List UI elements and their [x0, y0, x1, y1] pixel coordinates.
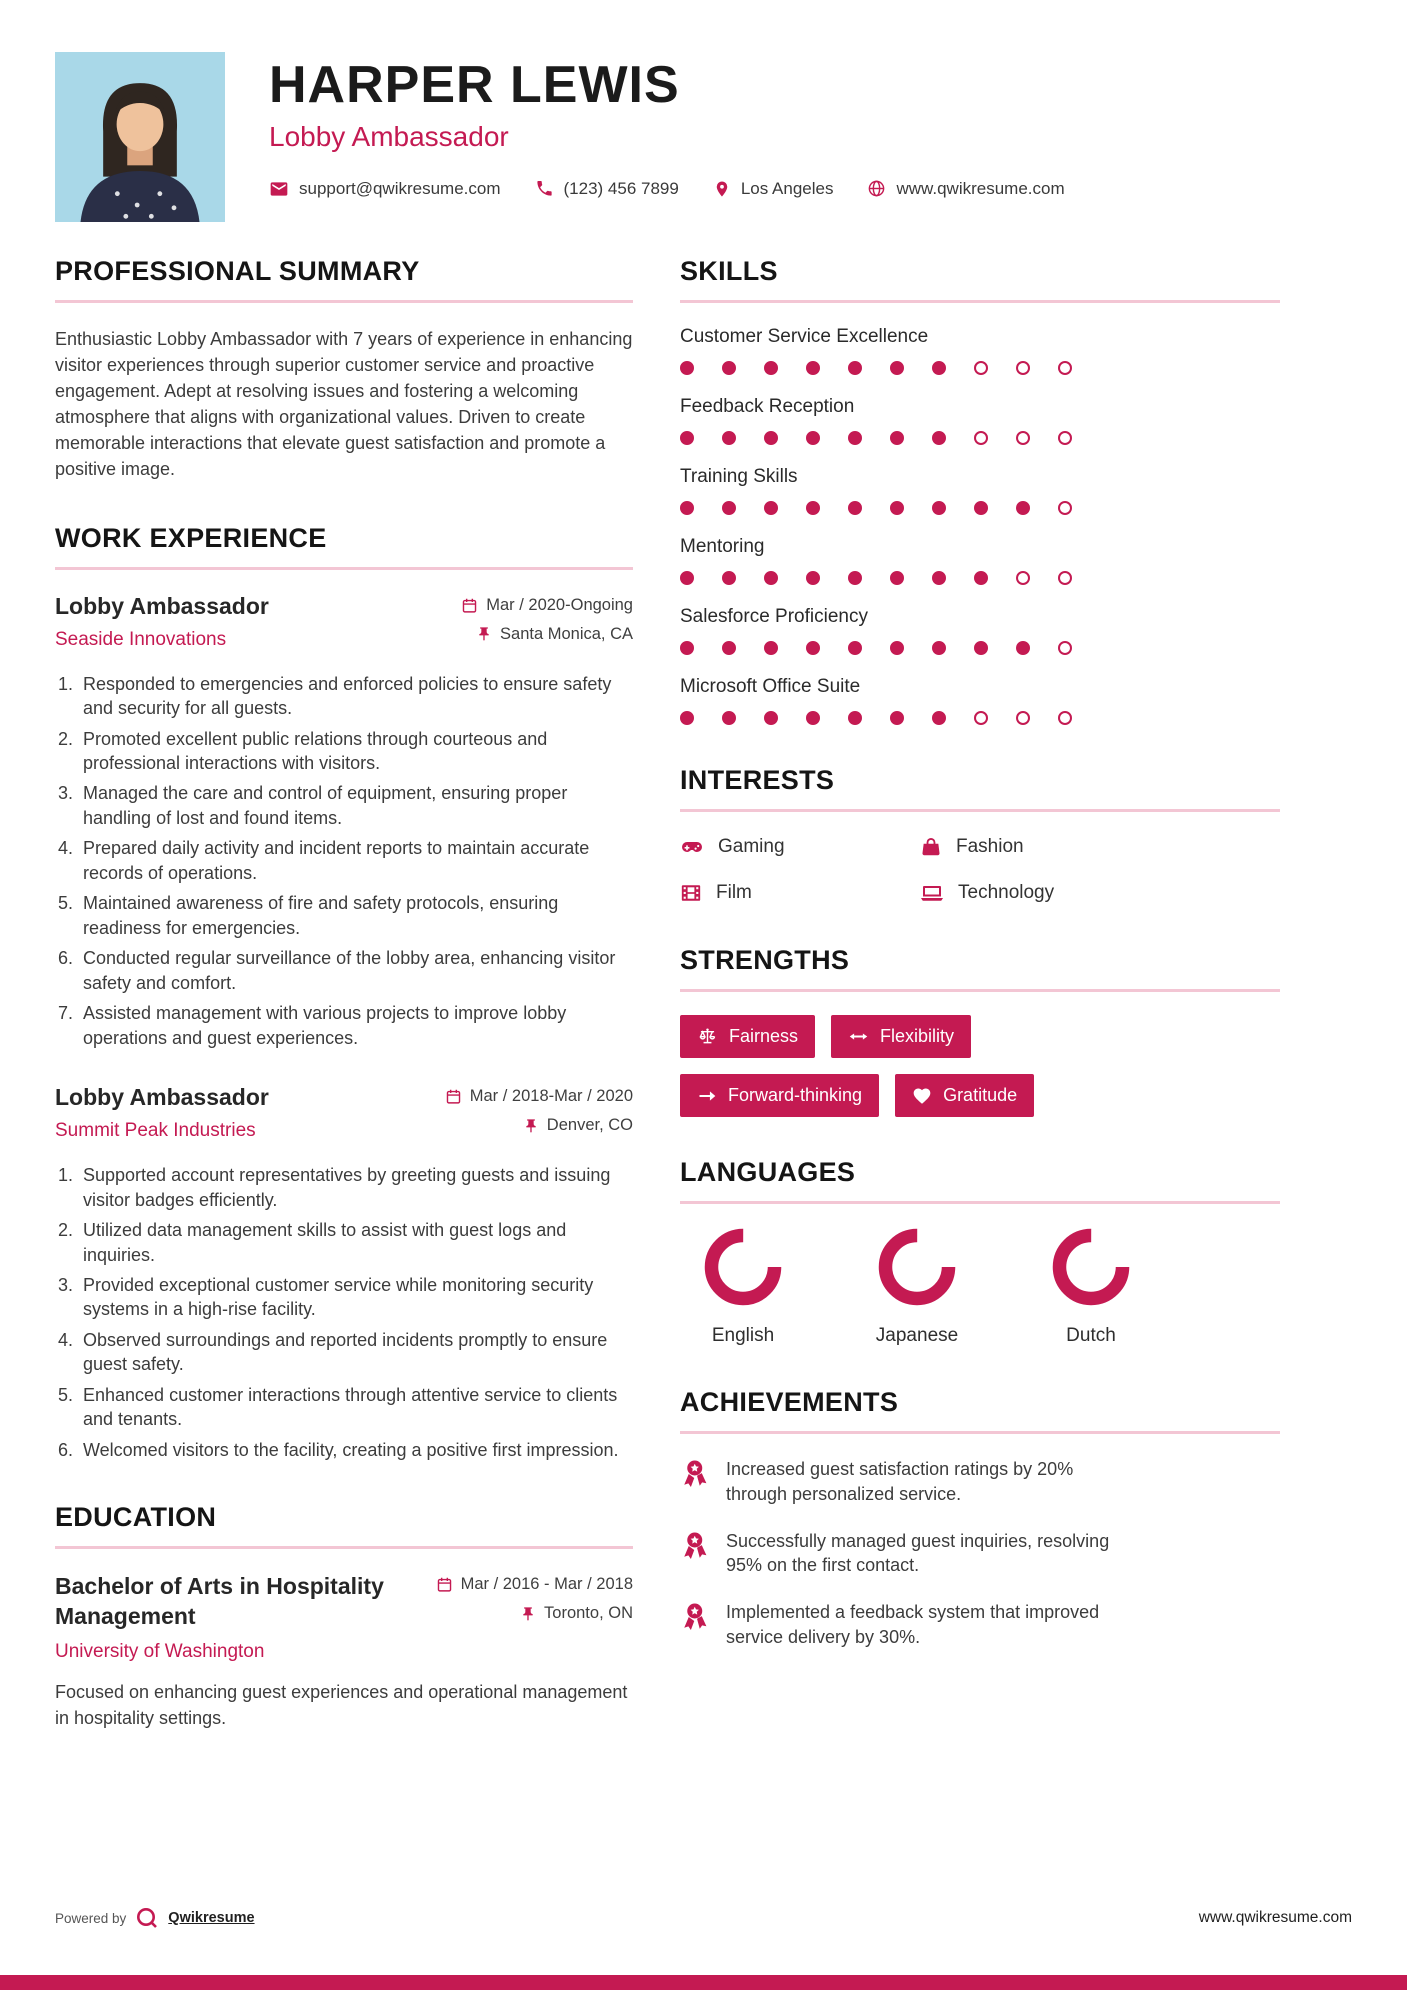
strength-label: Forward-thinking — [728, 1085, 863, 1105]
strength-badge — [680, 1074, 879, 1117]
skill-dot — [1016, 571, 1030, 585]
education-dates-text: Mar / 2016 - Mar / 2018 — [460, 1575, 633, 1594]
qwikresume-logo-icon — [135, 1906, 159, 1930]
job-head — [55, 1084, 633, 1145]
skill-dot — [974, 711, 988, 725]
skill-dot — [974, 571, 988, 585]
skill-dot — [1016, 641, 1030, 655]
candidate-name: HARPER LEWIS — [269, 56, 680, 114]
strength-label: Fairness — [729, 1026, 799, 1046]
skill-dot — [974, 431, 988, 445]
job-bullet: 7. Assisted management with various projects to improve lobby operations and guest experiences. — [78, 1001, 633, 1050]
job-meta — [445, 1084, 633, 1145]
strength-label: Gratitude — [943, 1085, 1018, 1105]
skill-dot — [974, 641, 988, 655]
skill-name: Customer Service Excellence — [680, 326, 929, 347]
contact-email[interactable] — [269, 179, 501, 199]
job-bullet: 6. Welcomed visitors to the facility, creating a positive first impression. — [78, 1438, 633, 1462]
skill-name: Mentoring — [680, 536, 765, 557]
education-location-text: Toronto, ON — [544, 1604, 633, 1623]
strength-label: Flexibility — [880, 1026, 955, 1046]
skill-rating — [680, 361, 1280, 375]
job-bullet: 5. Enhanced customer interactions through attentive service to clients and tenants. — [78, 1383, 633, 1432]
skills-section — [680, 256, 1280, 725]
skill-item — [680, 466, 1280, 515]
language-donut — [703, 1227, 783, 1307]
strength-badge — [680, 1015, 815, 1058]
skill-rating — [680, 571, 1280, 585]
achievement-text: Increased guest satisfaction ratings by 20% through personalized service. — [726, 1459, 1074, 1504]
interest-label: Fashion — [956, 836, 1024, 857]
pushpin-icon — [476, 626, 492, 642]
skill-dot — [932, 571, 946, 585]
skill-dot — [764, 641, 778, 655]
skill-dot — [932, 361, 946, 375]
job-title: Lobby Ambassador — [55, 592, 269, 619]
job-head — [55, 593, 633, 654]
left-column — [55, 256, 633, 1771]
skill-dot — [974, 501, 988, 515]
right-column — [680, 256, 1280, 1690]
skill-rating — [680, 641, 1280, 655]
job-location — [461, 625, 633, 644]
job-location-text: Denver, CO — [546, 1116, 633, 1135]
handbag-icon — [920, 836, 942, 858]
interest-item — [680, 835, 920, 859]
education-head — [55, 1572, 633, 1663]
work-heading: WORK EXPERIENCE — [55, 523, 633, 570]
skill-rating — [680, 431, 1280, 445]
job-bullet: 5. Maintained awareness of fire and safety protocols, ensuring readiness for emergencies. — [78, 891, 633, 940]
skill-dot — [1058, 431, 1072, 445]
location-text: Los Angeles — [740, 178, 834, 198]
language-item — [680, 1227, 806, 1347]
interest-item — [920, 835, 1160, 859]
award-badge-icon — [680, 1530, 710, 1579]
pushpin-icon — [523, 1118, 539, 1134]
education-meta — [436, 1572, 633, 1633]
skill-dot — [1016, 501, 1030, 515]
skill-dot — [1058, 711, 1072, 725]
job-dates — [461, 596, 633, 615]
mail-icon — [269, 179, 289, 199]
skill-dot — [848, 431, 862, 445]
language-donut — [877, 1227, 957, 1307]
phone-icon — [535, 179, 554, 198]
skill-dot — [722, 571, 736, 585]
skill-dot — [764, 501, 778, 515]
skill-dot — [1058, 361, 1072, 375]
languages-section — [680, 1157, 1280, 1347]
achievement-item — [680, 1600, 1280, 1650]
header-info — [269, 52, 1065, 222]
interest-label: Technology — [958, 882, 1055, 903]
language-name: Japanese — [875, 1325, 959, 1346]
skill-dot — [1016, 711, 1030, 725]
email-text[interactable]: support@qwikresume.com — [299, 178, 501, 198]
calendar-icon — [436, 1576, 453, 1593]
summary-section — [55, 256, 633, 483]
strength-badge — [831, 1015, 971, 1058]
skill-name: Training Skills — [680, 466, 798, 487]
job-bullet-list — [55, 672, 633, 1051]
language-name: English — [711, 1325, 775, 1346]
education-heading: EDUCATION — [55, 1502, 633, 1549]
skill-dot — [806, 501, 820, 515]
skill-dot — [1016, 431, 1030, 445]
skill-dot — [1016, 361, 1030, 375]
skill-dot — [806, 711, 820, 725]
skill-item — [680, 326, 1280, 375]
award-badge-icon — [680, 1458, 710, 1507]
achievements-section — [680, 1387, 1280, 1650]
skill-dot — [680, 711, 694, 725]
interest-label: Gaming — [718, 836, 785, 857]
skill-dot — [890, 571, 904, 585]
job-bullet: 2. Promoted excellent public relations through courteous and professional interactions with visitors. — [78, 727, 633, 776]
qwikresume-link[interactable]: Qwikresume — [168, 1910, 255, 1926]
work-experience-section — [55, 523, 633, 1463]
skill-dot — [1058, 571, 1072, 585]
languages-heading: LANGUAGES — [680, 1157, 1280, 1204]
job-bullet: 6. Conducted regular surveillance of the lobby area, enhancing visitor safety and comfort. — [78, 946, 633, 995]
avatar — [55, 52, 225, 222]
job-location — [445, 1116, 633, 1135]
job-entry — [55, 1084, 633, 1462]
skill-dot — [764, 431, 778, 445]
skill-dot — [1058, 641, 1072, 655]
bottom-accent-bar — [0, 1975, 1407, 1990]
skill-name: Microsoft Office Suite — [680, 676, 861, 697]
skill-dot — [890, 361, 904, 375]
language-name: Dutch — [1066, 1325, 1116, 1346]
skill-dot — [722, 641, 736, 655]
job-entry — [55, 593, 633, 1051]
right-arrow-icon — [697, 1086, 717, 1106]
skill-dot — [890, 711, 904, 725]
header — [55, 52, 1352, 222]
skill-dot — [680, 571, 694, 585]
strengths-section — [680, 945, 1280, 1117]
candidate-title: Lobby Ambassador — [269, 120, 509, 152]
skill-dot — [1058, 501, 1072, 515]
skill-rating — [680, 501, 1280, 515]
degree-title: Bachelor of Arts in Hospitality Management — [55, 1573, 384, 1630]
skill-dot — [890, 501, 904, 515]
job-company: Summit Peak Industries — [55, 1120, 256, 1142]
interests-section — [680, 765, 1280, 905]
education-location — [436, 1604, 633, 1623]
skill-dot — [848, 641, 862, 655]
skill-dot — [806, 361, 820, 375]
pushpin-icon — [520, 1606, 536, 1622]
profile-photo — [55, 52, 225, 222]
achievements-heading: ACHIEVEMENTS — [680, 1387, 1280, 1434]
interest-item — [920, 881, 1160, 905]
contact-location — [713, 179, 834, 199]
job-location-text: Santa Monica, CA — [500, 624, 633, 643]
job-bullet: 1. Responded to emergencies and enforced policies to ensure safety and security for all guests. — [78, 672, 633, 721]
strength-badge — [895, 1074, 1034, 1117]
calendar-icon — [461, 597, 478, 614]
interests-heading: INTERESTS — [680, 765, 1280, 812]
job-bullet-list — [55, 1163, 633, 1462]
skill-dot — [722, 711, 736, 725]
job-dates-text: Mar / 2020-Ongoing — [486, 595, 633, 614]
heart-icon — [912, 1086, 932, 1106]
scales-icon — [697, 1026, 718, 1047]
skill-dot — [974, 361, 988, 375]
contact-row — [269, 179, 1065, 199]
school-name: University of Washington — [55, 1641, 265, 1663]
education-dates — [436, 1575, 633, 1594]
location-pin-icon — [713, 180, 731, 198]
education-section — [55, 1502, 633, 1731]
calendar-icon — [445, 1088, 462, 1105]
skill-dot — [722, 431, 736, 445]
skill-item — [680, 396, 1280, 445]
skill-dot — [932, 711, 946, 725]
language-item — [1028, 1227, 1154, 1347]
gamepad-icon — [680, 835, 704, 859]
job-title-block — [55, 1084, 269, 1142]
job-meta — [461, 593, 633, 654]
summary-text: Enthusiastic Lobby Ambassador with 7 years of experience in enhancing visitor experiences through superior customer service and proactive engagement. Adept at resolving issues and fostering a welcoming atmosphere that aligns with organizational values. Driven to create memorable interactions that elevate guest satisfaction and promote a positive image. — [55, 329, 633, 480]
job-bullet: 2. Utilized data management skills to assist with guest logs and inquiries. — [78, 1218, 633, 1267]
strengths-heading: STRENGTHS — [680, 945, 1280, 992]
left-right-arrow-icon — [848, 1026, 869, 1047]
job-dates — [445, 1087, 633, 1106]
powered-by-label: Powered by — [55, 1910, 127, 1926]
job-company: Seaside Innovations — [55, 628, 227, 650]
education-description: Focused on enhancing guest experiences and operational management in hospitality settings. — [55, 1682, 628, 1729]
skill-item — [680, 676, 1280, 725]
skill-item — [680, 606, 1280, 655]
achievement-text: Implemented a feedback system that improved service delivery by 30%. — [726, 1602, 1100, 1648]
job-dates-text: Mar / 2018-Mar / 2020 — [469, 1087, 633, 1106]
skill-dot — [764, 711, 778, 725]
phone-text[interactable]: (123) 456 7899 — [563, 178, 679, 198]
skill-dot — [890, 641, 904, 655]
skill-item — [680, 536, 1280, 585]
skill-dot — [680, 431, 694, 445]
skill-dot — [932, 501, 946, 515]
contact-phone[interactable] — [535, 179, 679, 199]
skill-dot — [680, 361, 694, 375]
skill-dot — [932, 641, 946, 655]
website-text[interactable]: www.qwikresume.com — [896, 178, 1065, 198]
skill-dot — [764, 361, 778, 375]
achievement-text: Successfully managed guest inquiries, resolving 95% on the first contact. — [726, 1530, 1110, 1576]
summary-heading: PROFESSIONAL SUMMARY — [55, 256, 633, 303]
achievement-item — [680, 1529, 1280, 1579]
award-badge-icon — [680, 1601, 710, 1650]
skill-dot — [680, 641, 694, 655]
skill-dot — [848, 571, 862, 585]
job-title-block — [55, 593, 269, 651]
skill-dot — [848, 361, 862, 375]
two-column-layout — [55, 256, 1352, 1771]
language-item — [854, 1227, 980, 1347]
skills-heading: SKILLS — [680, 256, 1280, 303]
skill-dot — [764, 571, 778, 585]
job-title: Lobby Ambassador — [55, 1084, 269, 1111]
laptop-icon — [920, 881, 944, 905]
footer-website[interactable]: www.qwikresume.com — [1198, 1909, 1352, 1926]
skill-rating — [680, 711, 1280, 725]
skill-dot — [848, 711, 862, 725]
skill-dot — [848, 501, 862, 515]
job-bullet: 4. Observed surroundings and reported incidents promptly to ensure guest safety. — [78, 1328, 633, 1377]
skill-dot — [932, 431, 946, 445]
job-bullet: 3. Provided exceptional customer service while monitoring security systems in a high-rise facility. — [78, 1273, 633, 1322]
film-icon — [680, 882, 702, 904]
contact-website[interactable] — [867, 179, 1064, 199]
powered-by — [55, 1906, 255, 1930]
skill-name: Salesforce Proficiency — [680, 606, 868, 627]
skill-dot — [722, 501, 736, 515]
globe-icon — [867, 179, 886, 198]
language-donut — [1051, 1227, 1131, 1307]
interest-label: Film — [716, 882, 752, 903]
job-bullet: 4. Prepared daily activity and incident reports to maintain accurate records of operations. — [78, 836, 633, 885]
achievement-item — [680, 1457, 1280, 1507]
skill-dot — [680, 501, 694, 515]
footer — [55, 1906, 1352, 1930]
skill-dot — [722, 361, 736, 375]
skill-dot — [806, 571, 820, 585]
education-title-block — [55, 1572, 436, 1663]
skill-name: Feedback Reception — [680, 396, 855, 417]
skill-dot — [806, 431, 820, 445]
interest-item — [680, 881, 920, 905]
job-bullet: 3. Managed the care and control of equipment, ensuring proper handling of lost and found items. — [78, 781, 633, 830]
job-bullet: 1. Supported account representatives by greeting guests and issuing visitor badges efficiently. — [78, 1163, 633, 1212]
skill-dot — [890, 431, 904, 445]
skill-dot — [806, 641, 820, 655]
